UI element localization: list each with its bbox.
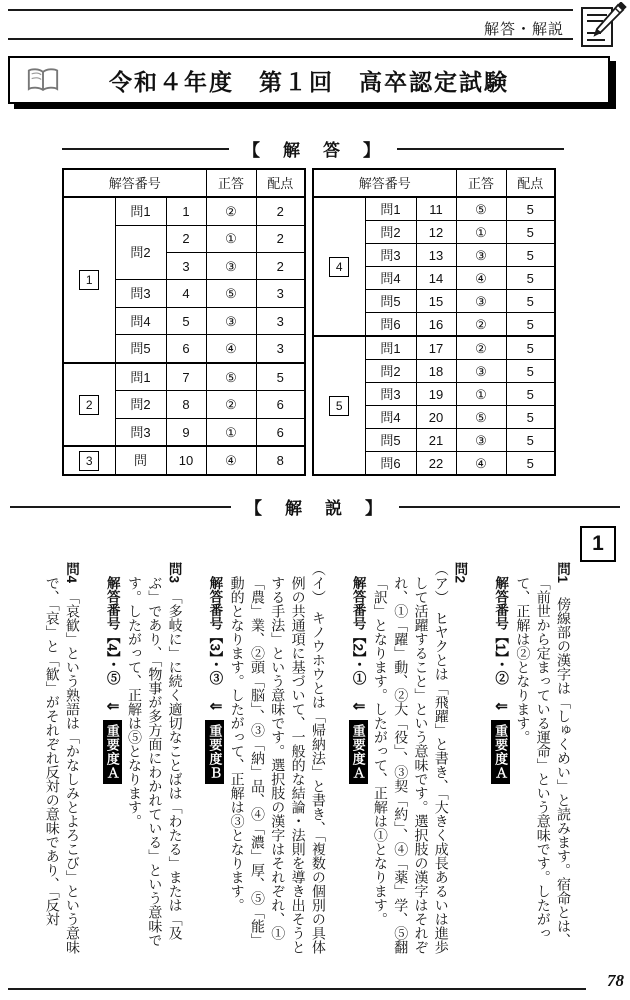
- explanation-paragraph: [369, 562, 450, 958]
- points-cell: 5: [256, 363, 305, 391]
- correct-answer-cell: ③: [206, 307, 256, 334]
- number-cell: 15: [416, 290, 456, 313]
- explanation-paragraph: [511, 562, 572, 958]
- correct-answer-cell: ⑤: [206, 363, 256, 391]
- explanation-block: [347, 562, 470, 958]
- question-label: 問3: [166, 562, 182, 584]
- answer-number-text: 解答番号【4】・⑤: [104, 575, 120, 685]
- points-cell: 2: [256, 197, 305, 225]
- correct-answer-cell: ③: [456, 429, 506, 452]
- points-cell: 5: [506, 221, 555, 244]
- correct-answer-cell: ①: [456, 221, 506, 244]
- question-cell: 問2: [115, 225, 166, 280]
- correct-answer-cell: ①: [206, 225, 256, 252]
- section-cell: [313, 336, 365, 475]
- points-cell: 5: [506, 267, 555, 290]
- explanation-block: [204, 562, 327, 958]
- question-cell: 問5: [365, 290, 416, 313]
- points-cell: 5: [506, 429, 555, 452]
- importance-badge: 重要度Ａ: [491, 720, 510, 784]
- correct-answer-cell: ③: [456, 244, 506, 267]
- points-cell: 3: [256, 335, 305, 363]
- explanation-body: 「哀歓」という熟語は「かなしみとよろこび」という意味で、「哀」と「歓」がそれぞれ反対の意味であり、「反対: [43, 576, 79, 955]
- section-number-badge: 3: [79, 451, 99, 471]
- number-cell: 8: [166, 391, 206, 418]
- answer-number-line: [489, 562, 511, 958]
- table-row: [63, 363, 305, 391]
- question-cell: 問2: [115, 391, 166, 418]
- top-rule-upper: [8, 9, 573, 11]
- question-cell: 問1: [365, 336, 416, 360]
- points-cell: 5: [506, 406, 555, 429]
- question-label: 問2: [452, 562, 468, 584]
- number-cell: 3: [166, 252, 206, 279]
- points-cell: 2: [256, 225, 305, 252]
- number-cell: 20: [416, 406, 456, 429]
- table-row: [313, 197, 555, 221]
- explanation-block: [101, 562, 184, 958]
- answer-number-line: [101, 562, 123, 958]
- explanation-block: [40, 562, 81, 958]
- explanations-heading: 【 解 説 】: [245, 499, 385, 518]
- section-group: [63, 446, 305, 475]
- answers-heading-row: [62, 136, 564, 161]
- double-down-arrow-icon: ⇓: [349, 700, 367, 713]
- points-cell: 8: [256, 446, 305, 475]
- points-cell: 5: [506, 197, 555, 221]
- explanations-heading-row: [10, 494, 620, 519]
- number-cell: 22: [416, 452, 456, 476]
- heading-rule-right: [399, 506, 620, 508]
- number-cell: 13: [416, 244, 456, 267]
- question-cell: 問6: [365, 452, 416, 476]
- number-cell: 2: [166, 225, 206, 252]
- number-cell: 11: [416, 197, 456, 221]
- answer-number-line: [347, 562, 369, 958]
- double-down-arrow-icon: ⇓: [206, 700, 224, 713]
- heading-rule-left: [62, 148, 229, 150]
- correct-answer-cell: ①: [206, 418, 256, 446]
- points-cell: 5: [506, 452, 555, 476]
- correct-answer-cell: ⑤: [206, 280, 256, 307]
- question-cell: 問3: [365, 383, 416, 406]
- explanation-paragraph: [225, 562, 326, 958]
- points-cell: 5: [506, 313, 555, 337]
- correct-answer-cell: ④: [456, 452, 506, 476]
- question-cell: 問4: [365, 406, 416, 429]
- col-header-points: 配点: [256, 169, 305, 197]
- points-cell: 5: [506, 360, 555, 383]
- heading-rule-right: [397, 148, 564, 150]
- question-cell: 問2: [365, 360, 416, 383]
- section-number-badge: 5: [329, 396, 349, 416]
- question-cell: 問2: [365, 221, 416, 244]
- section-group: [313, 336, 555, 475]
- number-cell: 18: [416, 360, 456, 383]
- bottom-rule: [8, 988, 586, 990]
- col-header-correct-answer: 正答: [206, 169, 256, 197]
- pencil-note-icon: [577, 2, 627, 55]
- answer-number-text: 解答番号【3】・③: [207, 575, 223, 685]
- correct-answer-cell: ②: [456, 313, 506, 337]
- table-row: [63, 446, 305, 475]
- correct-answer-cell: ②: [456, 336, 506, 360]
- importance-badge: 重要度Ｂ: [205, 720, 224, 784]
- number-cell: 6: [166, 335, 206, 363]
- question-cell: 問4: [365, 267, 416, 290]
- points-cell: 5: [506, 383, 555, 406]
- answer-table-2: [312, 168, 556, 476]
- points-cell: 6: [256, 391, 305, 418]
- number-cell: 7: [166, 363, 206, 391]
- table-row: [313, 336, 555, 360]
- question-cell: 問4: [115, 307, 166, 334]
- label-separator: [167, 583, 182, 597]
- question-cell: 問1: [115, 197, 166, 225]
- explanation-paragraph: [40, 562, 81, 958]
- number-cell: 17: [416, 336, 456, 360]
- points-cell: 3: [256, 280, 305, 307]
- question-cell: 問1: [115, 363, 166, 391]
- page-title: 令和４年度 第１回 高卒認定試験: [109, 68, 509, 95]
- question-cell: 問: [115, 446, 166, 475]
- question-label: 問1: [555, 562, 570, 584]
- table-row: [63, 197, 305, 225]
- section-number-box: 1: [580, 526, 616, 562]
- explanation-flow: [8, 562, 622, 958]
- col-header-answer-number: 解答番号: [313, 169, 456, 197]
- col-header-answer-number: 解答番号: [63, 169, 206, 197]
- section-group: [313, 197, 555, 336]
- question-cell: 問5: [365, 429, 416, 452]
- question-cell: 問3: [115, 280, 166, 307]
- number-cell: 10: [166, 446, 206, 475]
- number-cell: 19: [416, 383, 456, 406]
- section-number-badge: 4: [329, 257, 349, 277]
- label-separator: [64, 583, 79, 597]
- answer-number-line: [204, 562, 226, 958]
- points-cell: 2: [256, 252, 305, 279]
- points-cell: 5: [506, 290, 555, 313]
- correct-answer-cell: ④: [456, 267, 506, 290]
- number-cell: 5: [166, 307, 206, 334]
- correct-answer-cell: ⑤: [456, 406, 506, 429]
- number-cell: 16: [416, 313, 456, 337]
- label-separator: [555, 583, 570, 597]
- header-label: 解答・解説: [483, 21, 564, 38]
- correct-answer-cell: ④: [206, 446, 256, 475]
- points-cell: 5: [506, 336, 555, 360]
- heading-rule-left: [10, 506, 231, 508]
- section-group: [63, 197, 305, 363]
- open-book-icon: [26, 67, 60, 98]
- section-number-badge: 2: [79, 395, 99, 415]
- section-cell: [63, 197, 115, 363]
- explanation-block: [489, 562, 572, 958]
- correct-answer-cell: ③: [456, 360, 506, 383]
- col-header-correct-answer: 正答: [456, 169, 506, 197]
- number-cell: 21: [416, 429, 456, 452]
- explanation-body: （イ） キノウホウとは「帰納法」と書き、「複数の個別の具体例の共通項に基づいて、一般的な結論・法則を導き出そうとする手法」という意味です。選択肢の漢字はそれぞれ、①「農」業、②頭「脳」、③「納」品、④「濃」厚、⑤「能」動的となります。したがって、正解は③となります。: [228, 562, 325, 954]
- question-cell: 問3: [115, 418, 166, 446]
- correct-answer-cell: ②: [206, 391, 256, 418]
- number-cell: 1: [166, 197, 206, 225]
- question-cell: 問5: [115, 335, 166, 363]
- points-cell: 5: [506, 244, 555, 267]
- section-cell: [63, 363, 115, 447]
- explanation-body: 傍線部の漢字は「しゅくめい」と読みます。宿命とは、「前世から定まっている運命」という意味です。したがって、正解は②となります。: [514, 576, 570, 948]
- answer-tables: [62, 168, 556, 476]
- explanation-area: [8, 524, 622, 960]
- correct-answer-cell: ③: [456, 290, 506, 313]
- page-number: 78: [607, 971, 624, 990]
- points-cell: 6: [256, 418, 305, 446]
- question-cell: 問1: [365, 197, 416, 221]
- number-cell: 4: [166, 280, 206, 307]
- answer-table-1: [62, 168, 306, 476]
- explanation-paragraph: [123, 562, 184, 958]
- explanation-body: 「多岐に」に続く適切なことばは「わたる」または「及ぶ」であり、「物事が多方面にわかれている」という意味です。したがって、正解は⑤となります。: [126, 576, 182, 947]
- section-number-badge: 1: [79, 270, 99, 290]
- correct-answer-cell: ②: [206, 197, 256, 225]
- correct-answer-cell: ④: [206, 335, 256, 363]
- correct-answer-cell: ③: [206, 252, 256, 279]
- importance-badge: 重要度Ａ: [349, 720, 368, 784]
- col-header-points: 配点: [506, 169, 555, 197]
- number-cell: 14: [416, 267, 456, 290]
- title-banner: [8, 56, 610, 104]
- answers-heading: 【 解 答 】: [243, 141, 383, 160]
- double-down-arrow-icon: ⇓: [103, 700, 121, 713]
- number-cell: 12: [416, 221, 456, 244]
- answer-number-text: 解答番号【2】・①: [350, 575, 366, 685]
- section-cell: [63, 446, 115, 475]
- section-cell: [313, 197, 365, 336]
- double-down-arrow-icon: ⇓: [492, 700, 510, 713]
- importance-badge: 重要度Ａ: [103, 720, 122, 784]
- correct-answer-cell: ①: [456, 383, 506, 406]
- number-cell: 9: [166, 418, 206, 446]
- question-cell: 問6: [365, 313, 416, 337]
- answer-number-text: 解答番号【1】・②: [493, 575, 509, 685]
- points-cell: 3: [256, 307, 305, 334]
- question-cell: 問3: [365, 244, 416, 267]
- explanation-body: （ア） ヒヤクとは「飛躍」と書き、「大きく成長あるいは進歩して活躍すること」という意味です。選択肢の漢字はそれぞれ、①「躍」動、②大「役」、③契「約」、④「薬」学、⑤翻「訳」となります。したがって、正解は①となります。: [371, 562, 448, 954]
- question-label: 問4: [63, 562, 79, 584]
- correct-answer-cell: ⑤: [456, 197, 506, 221]
- section-group: [63, 363, 305, 447]
